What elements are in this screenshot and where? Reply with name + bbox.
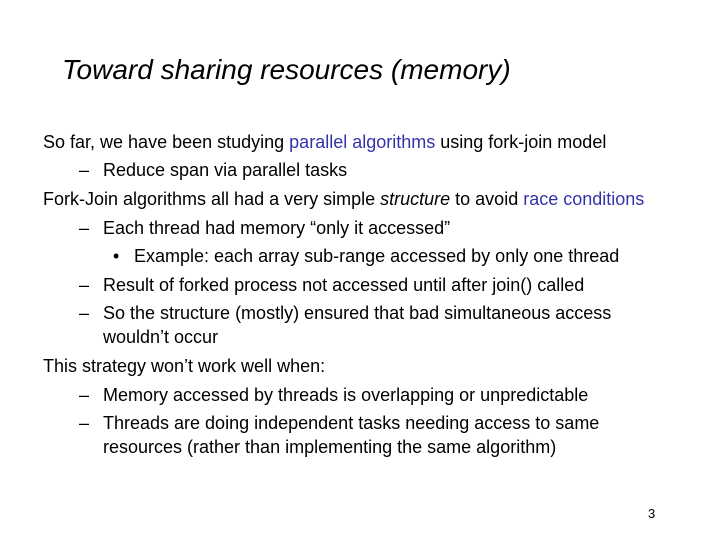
italic-structure: structure — [380, 189, 451, 209]
dash-marker: – — [79, 275, 90, 295]
highlight-race-conditions: race conditions — [523, 189, 645, 209]
dot-marker: • — [113, 246, 120, 266]
subbullet-memory-overlapping: Memory accessed by threads is overlapping or unpredictable — [103, 385, 589, 405]
page-number: 3 — [648, 506, 656, 521]
subsubbullet-example-subrange: Example: each array sub-range accessed by only one thread — [134, 246, 620, 266]
subbullet-independent-tasks-line1: Threads are doing independent tasks needing access to same — [103, 413, 600, 433]
bullet-fork-join-model — [43, 131, 606, 153]
dash-marker: – — [79, 303, 90, 323]
subbullet-each-thread-memory: Each thread had memory “only it accessed” — [103, 218, 451, 238]
subbullet-reduce-span: Reduce span via parallel tasks — [103, 160, 348, 180]
dash-marker: – — [79, 160, 90, 180]
slide-title: Toward sharing resources (memory) — [62, 54, 511, 85]
dash-marker: – — [79, 413, 90, 433]
bullet-text: to avoid — [450, 189, 524, 209]
bullet-text: using fork-join model — [435, 132, 607, 152]
subbullet-structure-ensured-line1: So the structure (mostly) ensured that bad simultaneous access — [103, 303, 612, 323]
bullet-text: Fork-Join algorithms all had a very simple — [43, 189, 381, 209]
bullet-fork-join-structure — [43, 188, 644, 210]
dash-marker: – — [79, 218, 90, 238]
bullet-text: So far, we have been studying — [43, 132, 290, 152]
subbullet-structure-ensured-line2: wouldn’t occur — [103, 327, 219, 347]
dash-marker: – — [79, 385, 90, 405]
bullet-strategy-wont-work: This strategy won’t work well when: — [43, 356, 326, 376]
subbullet-result-after-join: Result of forked process not accessed until after join() called — [103, 275, 585, 295]
highlight-parallel-algorithms: parallel algorithms — [289, 132, 436, 152]
subbullet-independent-tasks-line2: resources (rather than implementing the same algorithm) — [103, 437, 557, 457]
